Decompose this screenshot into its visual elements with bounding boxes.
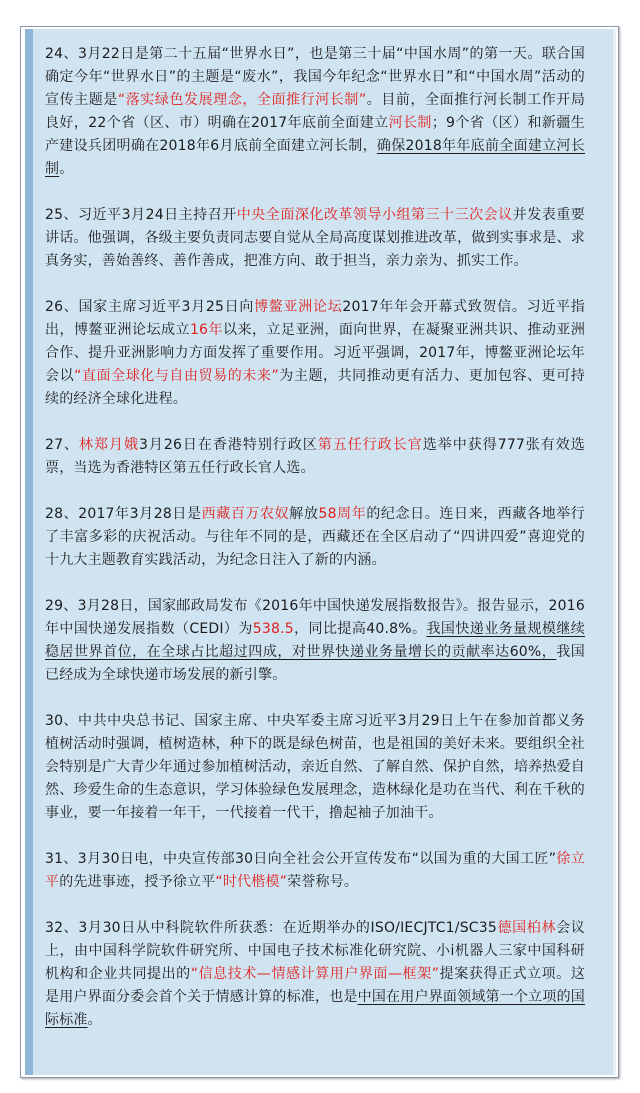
body-text: 25、习近平3月24日主持召开: [45, 207, 237, 223]
body-text: ；9个省（区）和新疆生产建设兵团明确在2018年6月底前全面建立河长制，: [45, 115, 585, 154]
news-item-28: [45, 503, 585, 572]
news-item-32: [45, 917, 585, 1032]
highlight-text: 西藏百万农奴: [201, 506, 290, 522]
highlight-text: 博鳌亚洲论坛: [254, 299, 343, 315]
body-text: 提案获得正式立项。这是用户界面分委会首个关于情感计算的标准，也是: [45, 966, 586, 1005]
highlight-text: 16年: [189, 322, 223, 338]
news-item-25: [45, 204, 585, 273]
highlight-text: 538.5: [252, 621, 294, 637]
body-text: 选举中获得777张有效选票，当选为香港特区第五任行政长官人选。: [45, 437, 585, 476]
highlight-text: 河长制: [388, 115, 432, 131]
highlight-text: 中央全面深化改革领导小组第三十三次会议: [236, 207, 513, 223]
news-item-27: [45, 434, 585, 480]
body-text: 32、3月30日从中科院软件所获悉：在近期举办的ISO/IECJTC1/SC35: [45, 920, 497, 936]
highlight-text: 第五任行政长官: [317, 437, 423, 453]
article-content: [45, 43, 585, 1055]
news-item-26: [45, 296, 585, 411]
highlight-text: 林郑月娥: [79, 437, 139, 453]
body-text: 的先进事迹，授予徐立平: [59, 874, 216, 890]
body-text: 的纪念日。连日来，西藏各地举行了丰富多彩的庆祝活动。与往年不同的是，西藏还在全区启动了“四讲四爱”喜迎党的十九大主题教育实践活动，为纪念日注入了新的内涵。: [45, 506, 586, 568]
article-panel: [25, 29, 616, 1075]
body-text: 为主题，共同推动更有活力、更加包容、更可持续的经济全球化进程。: [45, 368, 585, 407]
body-text: 30、中共中央总书记、国家主席、中央军委主席习近平3月29日上午在参加首都义务植树活动时强调，植树造林，种下的既是绿色树苗，也是祖国的美好未来。要组织全社会特别是广大青少年通过参加植树活动，亲近自然、了解自然、保护自然，培养热爱自然、珍爱生命的生态意识，学习体验绿色发展理念，造林绿化是功在当代、利在千秋的事业，要一年接着一年干，一代接着一代干，撸起袖子加油干。: [45, 713, 585, 821]
body-text: 2017年年会开幕式致贺信。习近平指出，博鳌亚洲论坛成立: [45, 299, 585, 338]
body-text: 。: [59, 161, 74, 177]
underlined-text: 我国快递业务量规模继续稳居世界首位，在全球占比超过四成，对世界快递业务量增长的贡献率达60%，: [45, 621, 586, 660]
body-text: 并发表重要讲话。他强调，各级主要负责同志要自觉从全局高度谋划推进改革，做到实事求是、求真务实，善始善终、善作善成，把准方向、敢于担当，亲力亲为、抓实工作。: [45, 207, 585, 269]
body-text: ，同比提高40.8%。: [293, 621, 427, 637]
highlight-text: “信息技术—情感计算用户界面—框架”: [190, 966, 440, 982]
underlined-text: 确保2018年年底前全面建立河长制: [45, 138, 585, 177]
news-item-30: [45, 710, 585, 825]
body-text: 26、国家主席习近平3月25日向: [45, 299, 255, 315]
body-text: 24、3月22日是第二十五届“世界水日”，也是第三十届“中国水周”的第一天。联合国确定今年“世界水日”的主题是“废水”，我国今年纪念“世界水日”和“中国水周”活动的宣传主题是: [45, 46, 585, 108]
body-text: 29、3月28日，国家邮政局发布《2016年中国快递发展指数报告》。报告显示，2016年中国快递发展指数（CEDI）为: [45, 598, 585, 637]
highlight-text: 58周年: [318, 506, 367, 522]
body-text: 以来，立足亚洲，面向世界，在凝聚亚洲共识、推动亚洲合作、提升亚洲影响力方面发挥了重要作用。习近平强调，2017年，博鳌亚洲论坛年会以: [45, 322, 586, 384]
body-text: 。: [87, 1012, 102, 1028]
highlight-text: 德国柏林: [497, 920, 557, 936]
underlined-text: 中国在用户界面领域第一个立项的国际标准: [45, 989, 585, 1028]
highlight-text: 徐立平: [45, 851, 585, 890]
body-text: 28、2017年3月28日是: [45, 506, 202, 522]
body-text: 荣誉称号。: [287, 874, 359, 890]
body-text: 。目前，全面推行河长制工作开局良好，22个省（区、市）明确在2017年底前全面建立: [45, 92, 586, 131]
highlight-text: “时代楷模”: [215, 874, 288, 890]
news-item-31: [45, 848, 585, 894]
body-text: 解放: [289, 506, 319, 522]
body-text: 3月26日在香港特别行政区: [138, 437, 318, 453]
article-frame: [20, 26, 619, 1078]
news-item-24: [45, 43, 585, 181]
highlight-text: “落实绿色发展理念，全面推行河长制”: [117, 92, 367, 108]
body-text: 我国已经成为全球快递市场发展的新引擎。: [45, 644, 585, 683]
highlight-text: “直面全球化与自由贸易的未来”: [74, 368, 279, 384]
body-text: 27、: [45, 437, 79, 453]
body-text: 会议上，由中国科学院软件研究所、中国电子技术标准化研究院、小i机器人三家中国科研机构和企业共同提出的: [45, 920, 585, 982]
news-item-29: [45, 595, 585, 687]
body-text: 31、3月30日电，中央宣传部30日向全社会公开宣传发布“以国为重的大国工匠”: [45, 851, 557, 867]
